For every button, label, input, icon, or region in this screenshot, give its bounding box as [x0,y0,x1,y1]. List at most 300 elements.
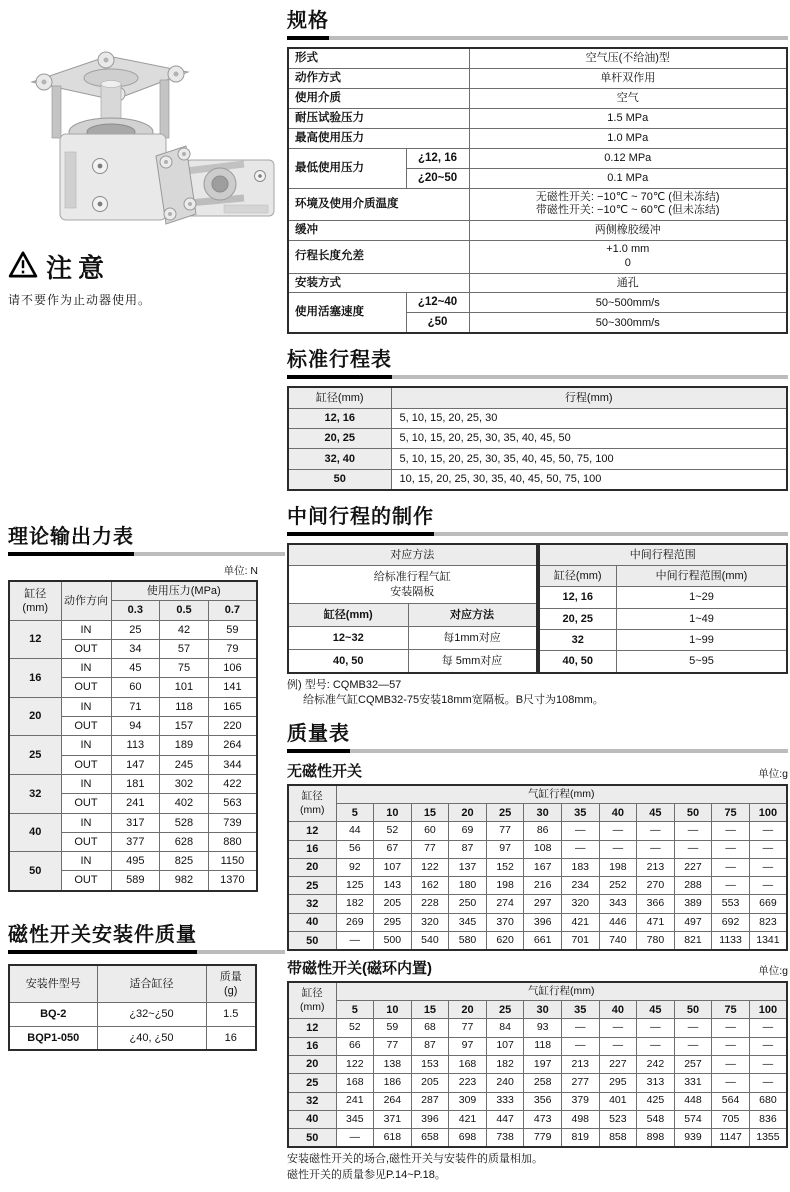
data-cell: 698 [449,1129,487,1148]
title-underline [392,375,788,379]
data-cell: 79 [208,639,257,658]
data-cell: 356 [524,1092,562,1110]
data-cell: 168 [336,1074,374,1092]
table-row [9,1026,256,1050]
data-cell: — [712,1055,750,1073]
data-cell: 122 [411,858,449,876]
data-cell: — [749,840,787,858]
data-cell: 269 [336,913,374,931]
data-cell: 240 [486,1074,524,1092]
data-cell: 113 [111,736,160,755]
spec-sub-label: ¿12, 16 [406,148,469,168]
data-cell: 1~99 [617,629,788,650]
col-header-cell: 50 [674,1001,712,1019]
data-cell: 495 [111,852,160,871]
data-cell: 125 [336,877,374,895]
data-cell: 250 [449,895,487,913]
table-row [288,1037,787,1055]
data-cell: 每1mm对应 [408,626,537,649]
data-cell: 421 [449,1110,487,1128]
intermediate-range-table [538,543,789,674]
col-header-direction: 动作方向 [61,581,111,620]
data-cell: 257 [674,1055,712,1073]
left-column [8,0,285,1051]
col-header-cell: 15 [411,1001,449,1019]
data-cell: 738 [486,1129,524,1148]
title-underline [329,36,788,40]
table-row [288,408,787,428]
direction-cell: IN [61,697,111,716]
col-header-stroke: 气缸行程(mm) [336,785,787,803]
table-row [288,1110,787,1128]
data-cell: — [712,840,750,858]
data-cell: 213 [561,1055,599,1073]
spec-label: 最低使用压力 [288,148,406,188]
table-row [288,895,787,913]
data-cell: 205 [411,1074,449,1092]
spec-value: 1.0 MPa [469,128,787,148]
data-cell: 421 [561,913,599,931]
direction-cell: IN [61,813,111,832]
data-cell: 68 [411,1019,449,1037]
intermediate-method-table [287,543,538,674]
col-header-cell: 5 [336,1001,374,1019]
data-cell: 982 [160,871,209,891]
data-cell: 563 [208,794,257,813]
mass-table-with-switch [287,981,788,1148]
unit-label: 单位:g [758,768,788,781]
data-cell: 97 [449,1037,487,1055]
data-cell: 77 [411,840,449,858]
data-cell: 59 [374,1019,412,1037]
table-row [288,822,787,840]
data-cell: — [749,858,787,876]
mass-note-2: 磁性开关的质量参见P.14~P.18。 [287,1168,446,1181]
table-row [539,651,788,673]
data-cell: 295 [599,1074,637,1092]
col-header-cell: 10 [374,804,412,822]
bore-cell: 12 [9,620,61,659]
row-header-cell: 16 [288,1037,336,1055]
col-header-cell: 20 [449,804,487,822]
direction-cell: IN [61,659,111,678]
data-cell: — [637,1019,675,1037]
data-cell: 189 [160,736,209,755]
bore-cell: 40 [9,813,61,852]
data-cell: — [749,1019,787,1037]
col-header-method-sub: 对应方法 [408,604,537,627]
section-title-text: 规格 [287,4,329,40]
data-cell: 1355 [749,1129,787,1148]
data-cell: 245 [160,755,209,774]
data-cell: 669 [749,895,787,913]
data-cell: 77 [374,1037,412,1055]
row-header-cell: 50 [288,1129,336,1148]
data-cell: 87 [411,1037,449,1055]
data-cell: — [599,1019,637,1037]
mass-subtitle-no-switch-row [287,760,788,781]
data-cell: — [749,822,787,840]
data-cell: 497 [674,913,712,931]
data-cell: 168 [449,1055,487,1073]
spec-sub-label: ¿12~40 [406,293,469,313]
data-cell: 396 [524,913,562,931]
spec-label: 最高使用压力 [288,128,469,148]
data-cell: 241 [336,1092,374,1110]
table-row [288,1019,787,1037]
table-row [288,932,787,951]
data-cell: 5~95 [617,651,788,673]
data-cell: 692 [712,913,750,931]
col-header-cell: 30 [524,1001,562,1019]
direction-cell: IN [61,620,111,639]
data-cell: 227 [599,1055,637,1073]
data-cell: 500 [374,932,412,951]
data-cell: 1150 [208,852,257,871]
data-cell: 858 [599,1129,637,1148]
data-cell: 371 [374,1110,412,1128]
col-header-cell: 0.7 [208,601,257,620]
data-cell: 740 [599,932,637,951]
data-cell: 320 [411,913,449,931]
col-header-cell: 5 [336,804,374,822]
data-cell: 333 [486,1092,524,1110]
data-cell: 69 [449,822,487,840]
bore-cell: 25 [9,736,61,775]
data-cell: — [712,1019,750,1037]
direction-cell: OUT [61,639,111,658]
data-cell: 5, 10, 15, 20, 25, 30, 35, 40, 45, 50 [391,428,787,448]
section-title-text: 理论输出力表 [8,520,134,556]
data-cell: 77 [449,1019,487,1037]
spec-table [287,47,788,334]
col-header-cell: 40 [599,804,637,822]
data-cell: ¿32~¿50 [97,1003,206,1026]
section-title-mass [287,717,788,753]
row-header-cell: 12, 16 [288,408,391,428]
table-row [288,449,787,469]
row-header-cell: 50 [288,469,391,490]
data-cell: 345 [336,1110,374,1128]
table-row [539,629,788,650]
table-row [9,1003,256,1026]
table-row [288,913,787,931]
data-cell: 448 [674,1092,712,1110]
col-header-cell: 75 [712,804,750,822]
data-cell: 138 [374,1055,412,1073]
example-line-2: 给标准气缸CQMB32-75安装18mm宽隔板。B尺寸为108mm。 [303,693,604,706]
data-cell: 295 [374,913,412,931]
data-cell: 620 [486,932,524,951]
col-header-method: 对应方法 [288,544,537,566]
col-header-stroke: 气缸行程(mm) [336,982,787,1000]
col-header-cell: 100 [749,804,787,822]
title-underline [134,552,285,556]
data-cell: — [561,840,599,858]
row-header-cell: 32 [288,1092,336,1110]
caution-text: 请不要作为止动器使用。 [8,293,152,307]
data-cell: — [712,822,750,840]
standard-stroke-table [287,386,788,490]
data-cell: 297 [524,895,562,913]
data-cell: 345 [449,913,487,931]
data-cell: 661 [524,932,562,951]
table-row [288,877,787,895]
data-cell: 825 [160,852,209,871]
col-header-cell: 0.3 [111,601,160,620]
data-cell: 92 [336,858,374,876]
data-cell: 252 [599,877,637,895]
data-cell: 836 [749,1110,787,1128]
section-title-spec [287,4,788,40]
data-cell: 377 [111,832,160,851]
data-cell: 370 [486,913,524,931]
spec-label: 使用介质 [288,88,469,108]
data-cell: — [599,1037,637,1055]
data-cell: 939 [674,1129,712,1148]
data-cell: 379 [561,1092,599,1110]
direction-cell: OUT [61,871,111,891]
data-cell: 780 [637,932,675,951]
col-header-bore-fit: 适合缸径 [97,965,206,1003]
data-cell: 1.5 [206,1003,256,1026]
row-header-cell: 25 [288,1074,336,1092]
col-header-cell: 45 [637,804,675,822]
mount-weight-section [8,918,285,1051]
mass-table-no-switch [287,784,788,951]
spec-section [287,4,788,334]
data-cell: 157 [160,717,209,736]
data-cell: 216 [524,877,562,895]
data-cell: 242 [637,1055,675,1073]
data-cell: 498 [561,1110,599,1128]
col-header-cell: 10 [374,1001,412,1019]
data-cell: 182 [336,895,374,913]
row-header-cell: BQ-2 [9,1003,97,1026]
section-title-force [8,520,285,556]
data-cell: 1~49 [617,608,788,629]
data-cell: 183 [561,858,599,876]
caution-title: 注意 [46,253,111,283]
data-cell: — [637,822,675,840]
spec-value: 空气压(不给油)型 [469,48,787,68]
data-cell: 118 [524,1037,562,1055]
data-cell: 167 [524,858,562,876]
data-cell: — [561,822,599,840]
data-cell: 540 [411,932,449,951]
data-cell: — [749,1055,787,1073]
col-header-cell: 15 [411,804,449,822]
data-cell: 528 [160,813,209,832]
data-cell: — [749,877,787,895]
data-cell: 57 [160,639,209,658]
spec-sub-label: ¿50 [406,313,469,333]
col-header-stroke: 行程(mm) [391,387,787,408]
right-column [287,4,788,1192]
data-cell: 153 [411,1055,449,1073]
data-cell: 705 [712,1110,750,1128]
data-cell: 589 [111,871,160,891]
spec-value: 空气 [469,88,787,108]
table-row [288,1074,787,1092]
col-header-cell: 25 [486,804,524,822]
data-cell: 86 [524,822,562,840]
row-header-cell: 20, 25 [539,608,617,629]
col-header-cell: 35 [561,804,599,822]
data-cell: 198 [599,858,637,876]
data-cell: 77 [486,822,524,840]
data-cell: 227 [674,858,712,876]
spec-label: 耐压试验压力 [288,108,469,128]
mass-section [287,717,788,1183]
bore-cell: 16 [9,659,61,698]
data-cell: 181 [111,774,160,793]
data-cell: — [561,1037,599,1055]
data-cell: 274 [486,895,524,913]
data-cell: 302 [160,774,209,793]
spec-value: 1.5 MPa [469,108,787,128]
data-cell: 107 [374,858,412,876]
row-header-cell: 20 [288,1055,336,1073]
data-cell: 56 [336,840,374,858]
table-row [539,587,788,608]
data-cell: 402 [160,794,209,813]
col-header-cell: 100 [749,1001,787,1019]
spec-label: 使用活塞速度 [288,293,406,333]
row-header-cell: 20 [288,858,336,876]
data-cell: 1~29 [617,587,788,608]
col-header-bore: 缸径(mm) [288,604,408,627]
spec-value: 通孔 [469,273,787,293]
spec-label: 行程长度允差 [288,241,469,274]
data-cell: 108 [524,840,562,858]
row-header-cell: 12~32 [288,626,408,649]
data-cell: 317 [111,813,160,832]
data-cell: — [599,822,637,840]
data-cell: 10, 15, 20, 25, 30, 35, 40, 45, 50, 75, 100 [391,469,787,490]
row-header-cell: 12, 16 [539,587,617,608]
data-cell: 118 [160,697,209,716]
data-cell: 574 [674,1110,712,1128]
spec-value: 0.1 MPa [469,168,787,188]
data-cell: — [637,840,675,858]
data-cell: 1133 [712,932,750,951]
row-header-cell: 12 [288,1019,336,1037]
data-cell: 313 [637,1074,675,1092]
data-cell: 277 [561,1074,599,1092]
col-header-cell: 75 [712,1001,750,1019]
title-underline [434,532,788,536]
data-cell: 223 [449,1074,487,1092]
data-cell: 331 [674,1074,712,1092]
table-row [288,428,787,448]
product-photo-horizontal [156,146,274,224]
col-header-cell: 45 [637,1001,675,1019]
mass-subtitle-no-switch: 无磁性开关 [287,763,363,781]
data-cell: 197 [524,1055,562,1073]
data-cell: 258 [524,1074,562,1092]
data-cell: 344 [208,755,257,774]
col-header-range: 中间行程范围 [539,544,788,566]
mount-weight-table [8,964,257,1051]
col-header-bore: 缸径(mm) [539,566,617,587]
data-cell: 59 [208,620,257,639]
mass-notes [287,1152,788,1183]
spec-value: 两侧橡胶缓冲 [469,221,787,241]
data-cell: 97 [486,840,524,858]
spec-value: 50~300mm/s [469,313,787,333]
data-cell: — [674,1019,712,1037]
data-cell: 147 [111,755,160,774]
col-header-model: 安装件型号 [9,965,97,1003]
data-cell: 264 [374,1092,412,1110]
col-header-cell: 30 [524,804,562,822]
row-header-cell: 12 [288,822,336,840]
mass-note-1: 安装磁性开关的场合,磁性开关与安装件的质量相加。 [287,1153,544,1166]
col-header-cell: 35 [561,1001,599,1019]
data-cell: 106 [208,659,257,678]
example-line-1: 例) 型号: CQMB32—57 [287,678,402,691]
data-cell: 739 [208,813,257,832]
section-title-mount-weight [8,918,285,954]
data-cell: — [336,932,374,951]
data-cell: 1147 [712,1129,750,1148]
data-cell: 213 [637,858,675,876]
data-cell: 182 [486,1055,524,1073]
unit-label: 单位: N [223,565,258,577]
data-cell: 366 [637,895,675,913]
title-underline [197,950,285,954]
data-cell: 141 [208,678,257,697]
col-header-bore: 缸径 (mm) [288,982,336,1018]
mass-subtitle-with-switch: 带磁性开关(磁环内置) [287,960,432,978]
row-header-cell: 20, 25 [288,428,391,448]
data-cell: — [749,1074,787,1092]
bore-cell: 20 [9,697,61,736]
method-description: 给标准行程气缸 安装隔板 [288,566,537,604]
data-cell: 264 [208,736,257,755]
spec-value: 50~500mm/s [469,293,787,313]
data-cell: 101 [160,678,209,697]
table-row [288,1092,787,1110]
data-cell: 205 [374,895,412,913]
data-cell: 819 [561,1129,599,1148]
spec-label: 动作方式 [288,68,469,88]
row-header-cell: 40, 50 [539,651,617,673]
data-cell: 60 [411,822,449,840]
caution-heading [8,248,285,285]
spec-value: +1.0 mm 0 [469,241,787,274]
data-cell: 87 [449,840,487,858]
data-cell: 152 [486,858,524,876]
data-cell: 658 [411,1129,449,1148]
data-cell: 320 [561,895,599,913]
data-cell: — [712,1037,750,1055]
data-cell: ¿40, ¿50 [97,1026,206,1050]
col-header-cell: 40 [599,1001,637,1019]
row-header-cell: 25 [288,877,336,895]
table-row [288,1055,787,1073]
data-cell: 701 [561,932,599,951]
data-cell: 898 [637,1129,675,1148]
section-title-intermediate [287,500,788,536]
data-cell: 186 [374,1074,412,1092]
table-row [9,659,257,678]
table-row [9,813,257,832]
direction-cell: OUT [61,794,111,813]
data-cell: 580 [449,932,487,951]
section-title-text: 磁性开关安装件质量 [8,918,197,954]
